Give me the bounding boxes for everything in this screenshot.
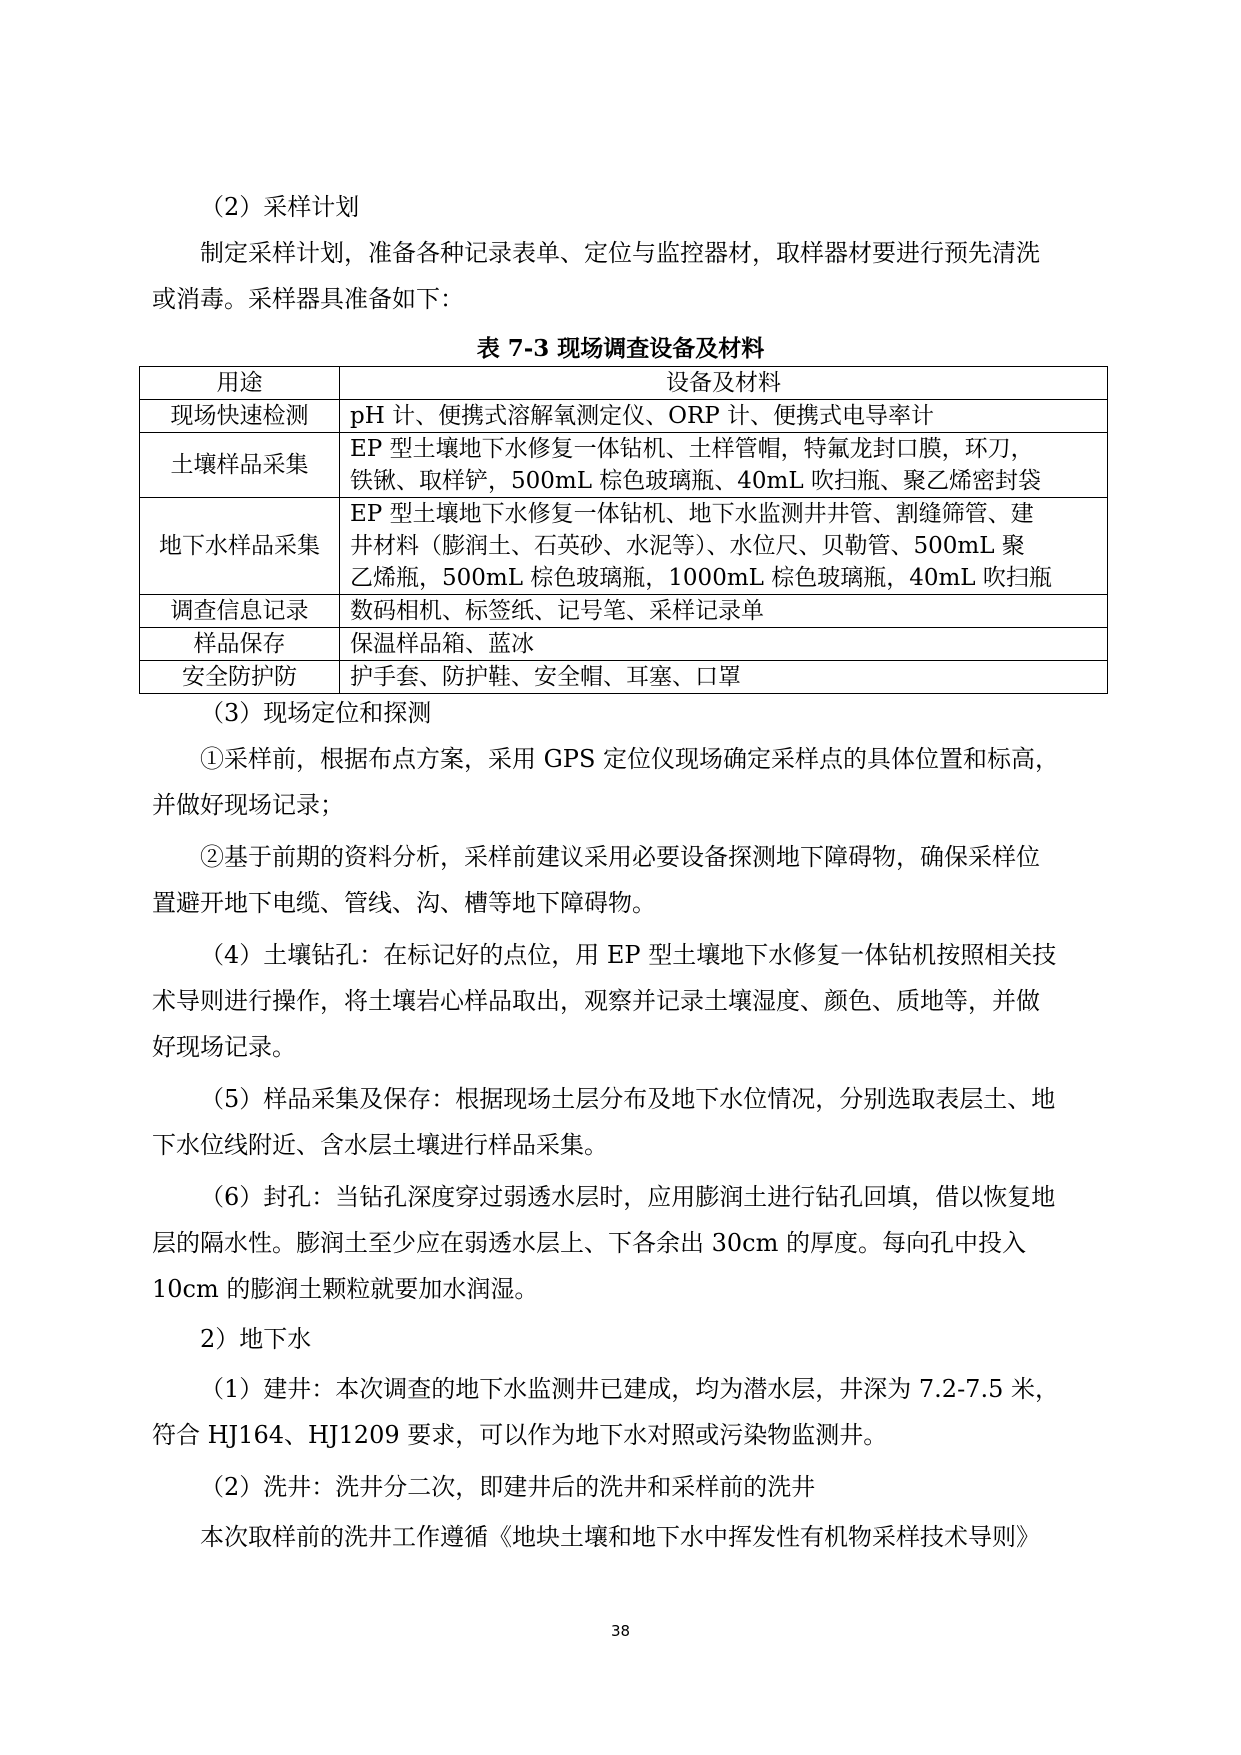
paragraph-line: （5）样品采集及保存：根据现场土层分布及地下水位情况，分别选取表层土、地 bbox=[200, 1085, 1056, 1113]
table-row bbox=[140, 661, 1108, 694]
table-row bbox=[140, 498, 1108, 595]
page-number: 38 bbox=[610, 1622, 631, 1640]
cell-materials: 护手套、防护鞋、安全帽、耳塞、口罩 bbox=[340, 661, 1108, 694]
header-use: 用途 bbox=[140, 367, 340, 400]
cell-use: 地下水样品采集 bbox=[140, 498, 340, 595]
cell-materials: EP 型土壤地下水修复一体钻机、土样管帽，特氟龙封口膜，环刀， 铁锹、取样铲，500mL 棕色玻璃瓶、40mL 吹扫瓶、聚乙烯密封袋 bbox=[340, 433, 1108, 498]
section-heading: （3）现场定位和探测 bbox=[200, 699, 432, 727]
cell-use: 样品保存 bbox=[140, 628, 340, 661]
paragraph-line: （1）建井：本次调查的地下水监测井已建成，均为潜水层，井深为 7.2-7.5 米， bbox=[200, 1375, 1059, 1403]
paragraph-line: ②基于前期的资料分析，采样前建议采用必要设备探测地下障碍物，确保采样位 bbox=[200, 843, 1040, 871]
sampling-plan-heading: （2）采样计划 bbox=[200, 193, 360, 221]
table-row bbox=[140, 595, 1108, 628]
table-row bbox=[140, 400, 1108, 433]
header-materials: 设备及材料 bbox=[340, 367, 1108, 400]
cell-use: 现场快速检测 bbox=[140, 400, 340, 433]
sampling-plan-paragraph-line: 制定采样计划，准备各种记录表单、定位与监控器材，取样器材要进行预先清洗 bbox=[200, 239, 1040, 267]
table-header-row bbox=[140, 367, 1108, 400]
paragraph-line: 本次取样前的洗井工作遵循《地块土壤和地下水中挥发性有机物采样技术导则》 bbox=[200, 1523, 1040, 1551]
paragraph-line: 好现场记录。 bbox=[152, 1033, 296, 1061]
paragraph-line: 并做好现场记录； bbox=[152, 791, 344, 819]
paragraph-line: （4）土壤钻孔：在标记好的点位，用 EP 型土壤地下水修复一体钻机按照相关技 bbox=[200, 941, 1057, 969]
equipment-table bbox=[139, 366, 1108, 694]
table-row bbox=[140, 628, 1108, 661]
table-caption: 表 7-3 现场调查设备及材料 bbox=[476, 335, 765, 362]
cell-materials: 数码相机、标签纸、记号笔、采样记录单 bbox=[340, 595, 1108, 628]
cell-materials: pH 计、便携式溶解氧测定仪、ORP 计、便携式电导率计 bbox=[340, 400, 1108, 433]
paragraph-line: 层的隔水性。膨润土至少应在弱透水层上、下各余出 30cm 的厚度。每向孔中投入 bbox=[152, 1229, 1026, 1257]
sampling-plan-paragraph-line: 或消毒。采样器具准备如下： bbox=[152, 285, 464, 313]
paragraph-line: 术导则进行操作，将土壤岩心样品取出，观察并记录土壤湿度、颜色、质地等，并做 bbox=[152, 987, 1040, 1015]
paragraph-line: 10cm 的膨润土颗粒就要加水润湿。 bbox=[152, 1275, 539, 1303]
paragraph-line: 置避开地下电缆、管线、沟、槽等地下障碍物。 bbox=[152, 889, 656, 917]
cell-materials: 保温样品箱、蓝冰 bbox=[340, 628, 1108, 661]
table-row bbox=[140, 433, 1108, 498]
cell-use: 调查信息记录 bbox=[140, 595, 340, 628]
section-heading: 2）地下水 bbox=[200, 1325, 312, 1353]
paragraph-line: （2）洗井：洗井分二次，即建井后的洗井和采样前的洗井 bbox=[200, 1473, 816, 1501]
paragraph-line: （6）封孔：当钻孔深度穿过弱透水层时，应用膨润土进行钻孔回填，借以恢复地 bbox=[200, 1183, 1056, 1211]
paragraph-line: ①采样前，根据布点方案，采用 GPS 定位仪现场确定采样点的具体位置和标高， bbox=[200, 745, 1060, 773]
paragraph-line: 符合 HJ164、HJ1209 要求，可以作为地下水对照或污染物监测井。 bbox=[152, 1421, 888, 1449]
paragraph-line: 下水位线附近、含水层土壤进行样品采集。 bbox=[152, 1131, 608, 1159]
cell-use: 安全防护防 bbox=[140, 661, 340, 694]
cell-materials: EP 型土壤地下水修复一体钻机、地下水监测井井管、割缝筛管、建 井材料（膨润土、石英砂、水泥等）、水位尺、贝勒管、500mL 聚 乙烯瓶，500mL 棕色玻璃瓶，1000mL 棕色玻璃瓶，40mL 吹扫瓶 bbox=[340, 498, 1108, 595]
cell-use: 土壤样品采集 bbox=[140, 433, 340, 498]
